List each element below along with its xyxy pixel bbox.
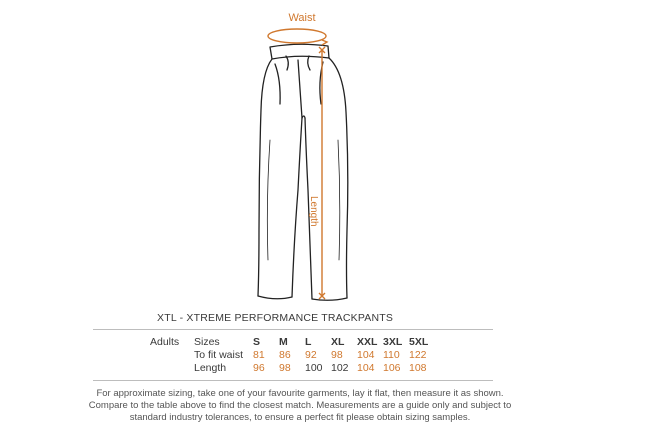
pants-outline — [258, 44, 348, 300]
size-header: M — [279, 336, 288, 348]
size-header: 3XL — [383, 336, 403, 348]
sizing-note-line: Compare to the table above to find the closest match. Measurements are a guide only and subject to — [88, 400, 512, 411]
length-value: 108 — [409, 362, 427, 374]
waist-value: 98 — [331, 349, 343, 361]
table-row — [150, 362, 435, 375]
waist-value: 81 — [253, 349, 265, 361]
waist-value: 92 — [305, 349, 317, 361]
sizing-note-line: standard industry tolerances, to ensure a perfect fit please obtain sizing samples. — [129, 412, 471, 423]
length-label: Length — [308, 196, 319, 227]
length-value: 98 — [279, 362, 291, 374]
divider-bottom — [93, 380, 493, 381]
length-value: 100 — [305, 362, 323, 374]
size-header: L — [305, 336, 312, 348]
size-chart-table — [150, 336, 435, 375]
sizing-note-line: For approximate sizing, take one of your favourite garments, lay it flat, then measure it as shown. — [96, 388, 504, 399]
size-header: S — [253, 336, 261, 348]
length-value: 102 — [331, 362, 349, 374]
table-row — [150, 349, 435, 362]
row-label-sizes: Sizes — [194, 336, 220, 348]
divider-top — [93, 329, 493, 330]
waist-value: 122 — [409, 349, 427, 361]
row-label-waist: To fit waist — [194, 349, 244, 361]
waist-value: 86 — [279, 349, 291, 361]
waist-label: Waist — [288, 12, 316, 24]
waist-value: 104 — [357, 349, 375, 361]
waist-value: 110 — [383, 349, 400, 361]
length-value: 96 — [253, 362, 265, 374]
sizing-note — [60, 388, 540, 424]
group-label: Adults — [150, 336, 180, 348]
row-label-length: Length — [194, 362, 227, 374]
size-header: 5XL — [409, 336, 429, 348]
length-value: 104 — [357, 362, 375, 374]
length-value: 106 — [383, 362, 401, 374]
size-header: XXL — [357, 336, 378, 348]
product-title: XTL - XTREME PERFORMANCE TRACKPANTS — [157, 312, 394, 324]
size-header: XL — [331, 336, 345, 348]
table-row — [150, 336, 435, 349]
waist-measure — [268, 29, 327, 45]
